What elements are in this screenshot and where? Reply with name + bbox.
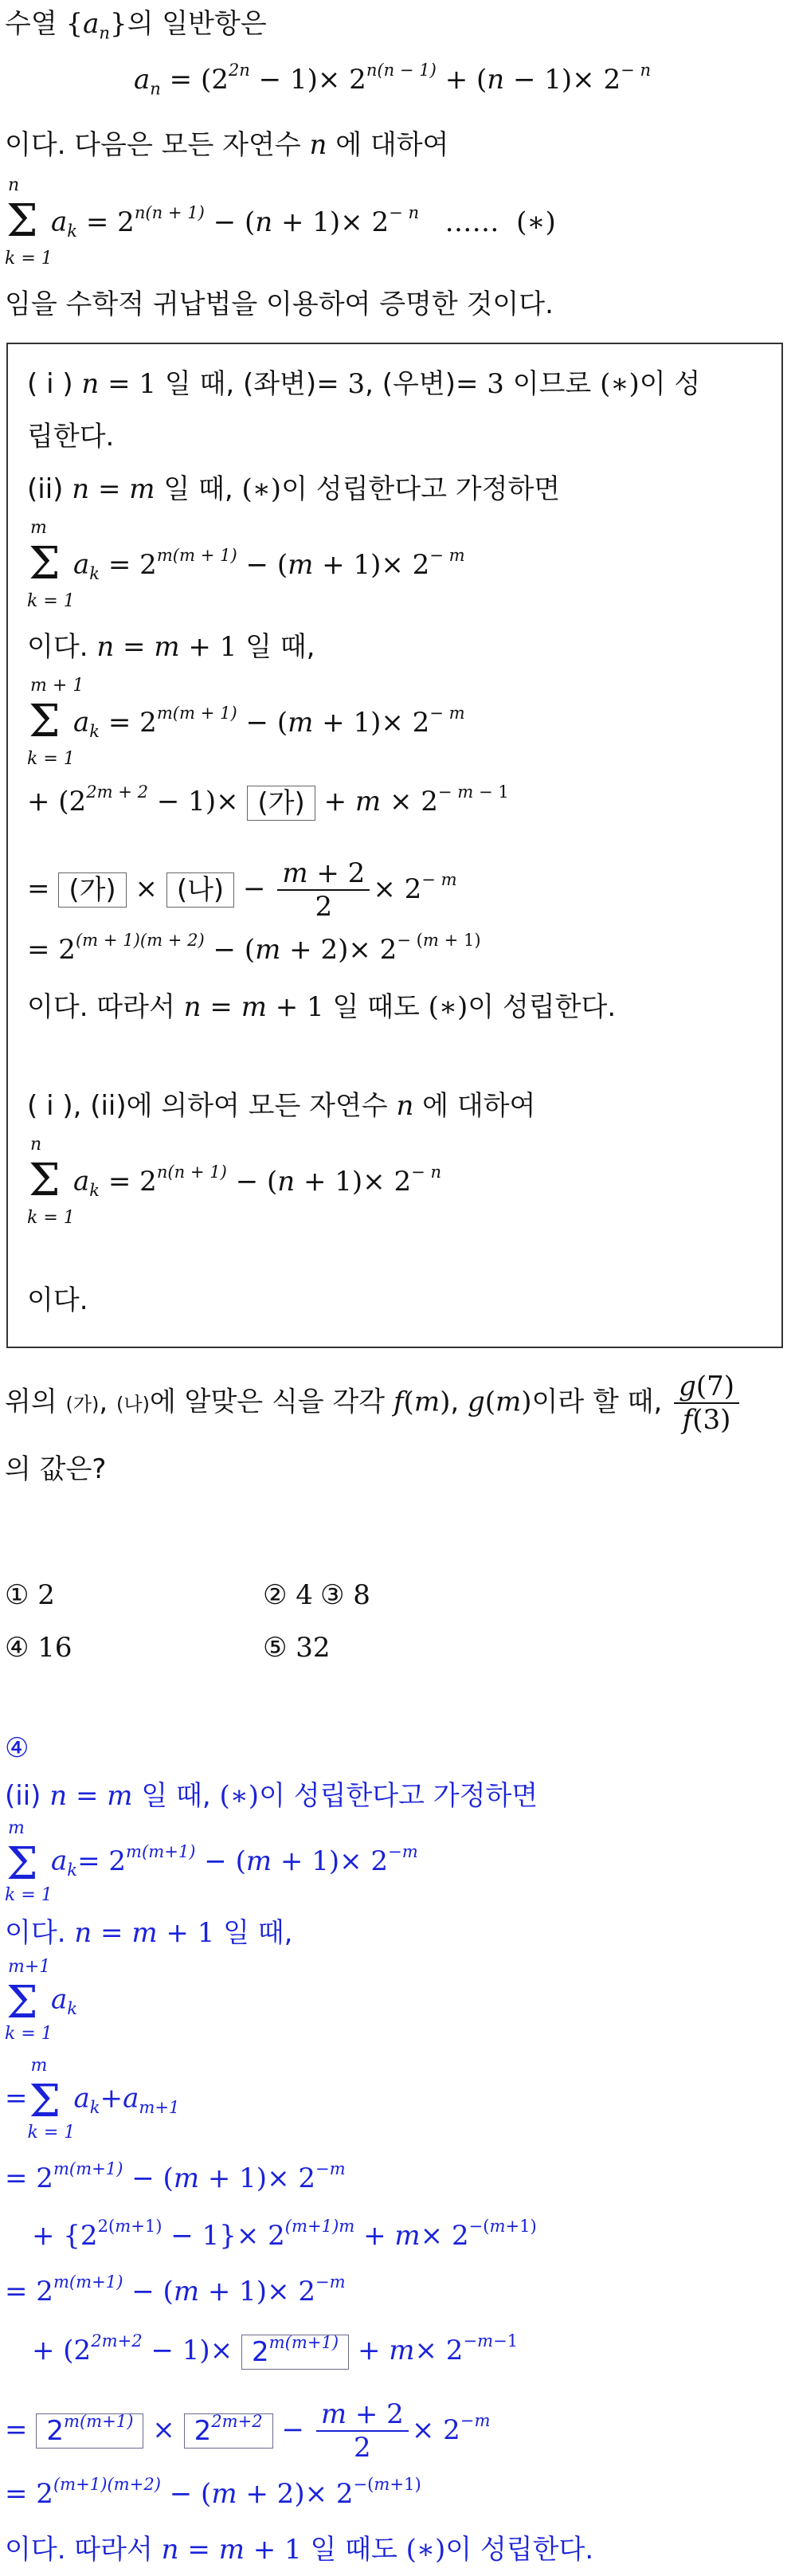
solution-box-na: $2^{2m+2}$	[184, 2413, 273, 2449]
fraction-g7-over-f3: $\frac{g(7)}{f(3)}$	[674, 1370, 739, 1436]
solution-line8: = $2^{m(m+1)} - (m + 1)\times 2^{-m}$	[5, 2272, 346, 2307]
problem-intro: 수열 $\{a_n\}$의 일반항은	[5, 8, 267, 43]
question-text: 위의 (가), (나)에 알맞은 식을 각각 f(m), g(m)이라 할 때, $\frac{g(7)}{f(3)}$	[5, 1370, 742, 1436]
solution-answer: ④	[5, 1732, 29, 1764]
choice-5[interactable]: ⑤ 32	[263, 1632, 331, 1664]
solution-box-ga: $2^{m(m+1)}$	[241, 2335, 349, 2370]
sigma-symbol: n Σ k = 1	[5, 175, 53, 269]
solution-step3: 이다. n = m + 1 일 때,	[5, 1917, 293, 1949]
blank-na: (나)	[166, 872, 234, 908]
solution-hypothesis: m Σ k = 1 $a_k= 2^{m(m+1)} - (m + 1)\times 2^{-m}$	[5, 1818, 418, 1905]
solution-line10: = $2^{m(m+1)} \times 2^{2m+2}$ − $\frac{m + 2}{2}$ × $2^{-m}$	[5, 2398, 491, 2464]
proof-hypothesis: m Σ k = 1 $a_k = 2^{m(m + 1)} - (m + 1)\times 2^{- m}$	[27, 518, 465, 611]
proof-conclusion1: 이다. 따라서 n = m + 1 일 때도 (∗)이 성립한다.	[27, 991, 617, 1023]
choice-1[interactable]: ① 2	[5, 1579, 55, 1611]
blank-ga: (가)	[247, 786, 315, 821]
solution-sum-m1: m+1 Σ k = 1 $a_k$	[5, 1957, 78, 2044]
sum-identity: n Σ k = 1 $a_k = 2^{n(n + 1)} - (n + 1)\times 2^{- n}$ …… (∗)	[5, 175, 556, 271]
proof-step1b: 립한다.	[27, 421, 115, 453]
choice-3[interactable]: ③ 8	[320, 1579, 370, 1611]
proof-line8: = $2^{(m + 1)(m + 2)} - (m + 2)\times 2^{- (m + 1)}$	[27, 930, 481, 966]
solution-line7: + $\{2^{2(m+1)} - 1\}\times 2^{(m+1)m} + m\times 2^{-(m+1)}$	[32, 2216, 537, 2252]
solution-conclusion: 이다. 따라서 n = m + 1 일 때도 (∗)이 성립한다.	[5, 2534, 594, 2566]
general-term-formula: $a_n = (2^{2n} - 1)\times 2^{n(n - 1)} + (n - 1)\times 2^{- n}$	[134, 60, 652, 99]
proof-step11: 이다.	[27, 1284, 88, 1316]
solution-line5: = m Σ k = 1 $a_k+a_{m+1}$	[5, 2056, 180, 2143]
proof-line7: = (가) × (나) − $\frac{m + 2}{2}$ × $2^{- m}$	[27, 857, 457, 923]
solution-line11: = $2^{(m+1)(m+2)} - (m + 2)\times 2^{-(m+1)}$	[5, 2474, 421, 2510]
choice-4[interactable]: ④ 16	[5, 1632, 72, 1664]
solution-line9: + $(2^{2m+2} - 1)\times 2^{m(m+1)} + m\times 2^{-m-1}$	[32, 2331, 519, 2368]
question-text2: 의 값은?	[5, 1453, 107, 1485]
blank-ga-2: (가)	[58, 872, 126, 908]
solution-box-ga-2: $2^{m(m+1)}$	[36, 2413, 143, 2449]
choice-2[interactable]: ② 4	[263, 1579, 313, 1611]
proof-sum-m1: m + 1 Σ k = 1 $a_k = 2^{m(m + 1)} - (m + 1)\times 2^{- m}$	[27, 676, 465, 769]
proof-step4: 이다. n = m + 1 일 때,	[27, 631, 315, 663]
solution-step1: (ii) n = m 일 때, (∗)이 성립한다고 가정하면	[5, 1780, 538, 1812]
problem-line5: 임을 수학적 귀납법을 이용하여 증명한 것이다.	[5, 288, 554, 320]
solution-fraction: $\frac{m + 2}{2}$	[316, 2398, 409, 2464]
proof-step2: (ii) n = m 일 때, (∗)이 성립한다고 가정하면	[27, 473, 561, 505]
fraction-m2-over-2: $\frac{m + 2}{2}$	[277, 857, 370, 923]
proof-step1: ( i ) n = 1 일 때, (좌변)= 3, (우변)= 3 이므로 (∗)이 성	[27, 368, 701, 400]
proof-step9: ( i ), (ii)에 의하여 모든 자연수 n 에 대하여	[27, 1090, 536, 1122]
proof-line6: + $(2^{2m + 2} - 1)\times$ (가) + $m \times 2^{- m - 1}$	[27, 782, 509, 819]
proof-final-sum: n Σ k = 1 $a_k = 2^{n(n + 1)} - (n + 1)\times 2^{- n}$	[27, 1135, 442, 1228]
solution-line6: = $2^{m(m+1)} - (m + 1)\times 2^{-m}$	[5, 2158, 346, 2194]
problem-line3: 이다. 다음은 모든 자연수 n 에 대하여	[5, 129, 449, 161]
